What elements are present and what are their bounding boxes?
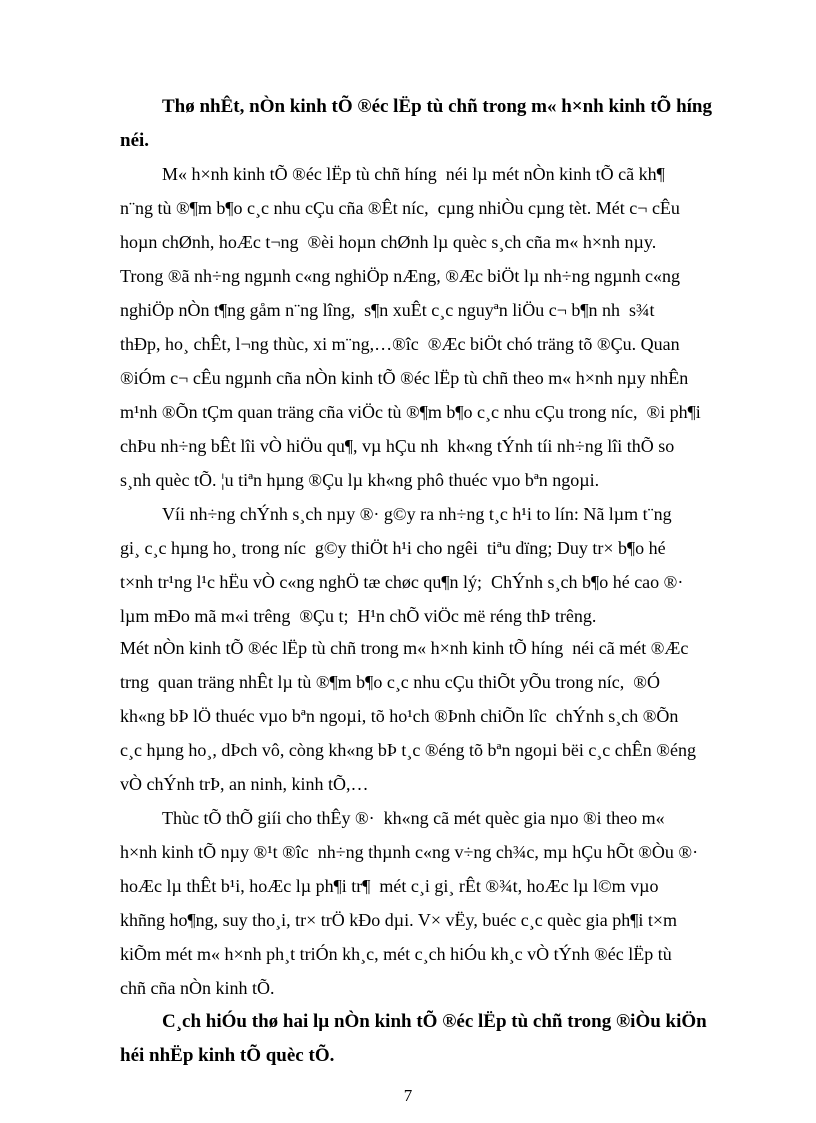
paragraph-line: Mét nÒn kinh tÕ ®éc lËp tù chñ trong m« h×nh kinh tÕ híng néi cã mét ®Æc [120, 638, 689, 658]
paragraph-line: t×nh tr¹ng l¹c hËu vÒ c«ng nghÖ tæ chøc qu¶n lý; ChÝnh s¸ch b¶o hé cao ®· [120, 572, 684, 592]
paragraph-line: kiÕm mét m« h×nh ph¸t triÓn kh¸c, mét c¸ch hiÓu kh¸c vÒ tÝnh ®éc lËp tù [120, 944, 672, 964]
paragraph-line: M« h×nh kinh tÕ ®éc lËp tù chñ híng néi lµ mét nÒn kinh tÕ cã kh¶ [162, 164, 665, 184]
paragraph-line: vÒ chÝnh trÞ, an ninh, kinh tÕ,… [120, 774, 369, 794]
page-number: 7 [403, 1086, 413, 1105]
paragraph-line: kh«ng bÞ lÖ thuéc vµo bªn ngoµi, tõ ho¹ch ®Þnh chiÕn lîc chÝnh s¸ch ®Õn [120, 706, 679, 726]
paragraph-line: h×nh kinh tÕ nµy ®¹t ®îc nh÷ng thµnh c«ng v÷ng ch¾c, mµ hÇu hÕt ®Òu ®· [120, 842, 699, 862]
paragraph-line: ®iÓm c¬ cÊu ngµnh cña nÒn kinh tÕ ®éc lËp tù chñ theo m« h×nh nµy nhÊn [120, 368, 689, 388]
paragraph-line: s¸nh quèc tÕ. ¦u tiªn hµng ®Çu lµ kh«ng phô thuéc vµo bªn ngoµi. [120, 470, 600, 490]
paragraph-line: thÐp, ho¸ chÊt, l¬ng thùc, xi m¨ng,…®îc ®Æc biÖt chó träng tõ ®Çu. Quan [120, 334, 680, 354]
paragraph-line: gi¸ c¸c hµng ho¸ trong níc g©y thiÖt h¹i cho ngêi tiªu dïng; Duy tr× b¶o hé [120, 538, 666, 558]
heading-line-3: C¸ch hiÓu thø hai lµ nÒn kinh tÕ ®éc lËp tù chñ trong ®iÒu kiÖn [162, 1011, 707, 1032]
paragraph-line: hoÆc lµ thÊt b¹i, hoÆc lµ ph¶i tr¶ mét c¸i gi¸ rÊt ®¾t, hoÆc lµ l©m vµo [120, 876, 659, 896]
paragraph-line: lµm mÐo mã m«i trêng ®Çu t; H¹n chÕ viÖc më réng thÞ trêng. [120, 606, 597, 626]
paragraph-line: nghiÖp nÒn t¶ng gåm n¨ng lîng, s¶n xuÊt c¸c nguyªn liÖu c¬ b¶n nh s¾t [120, 300, 655, 320]
heading-line-2: néi. [120, 130, 150, 151]
paragraph-line: c¸c hµng ho¸, dÞch vô, còng kh«ng bÞ t¸c ®éng tõ bªn ngoµi bëi c¸c chÊn ®éng [120, 740, 696, 760]
paragraph-line: Trong ®ã nh÷ng ngµnh c«ng nghiÖp nÆng, ®Æc biÖt lµ nh÷ng ngµnh c«ng [120, 266, 681, 286]
paragraph-line: m¹nh ®Õn tÇm quan träng cña viÖc tù ®¶m b¶o c¸c nhu cÇu trong níc, ®i ph¶i [120, 402, 701, 422]
paragraph-line: Víi nh÷ng chÝnh s¸ch nµy ®· g©y ra nh÷ng t¸c h¹i to lín: Nã lµm t¨ng [162, 504, 672, 524]
paragraph-line: Thùc tÕ thÕ giíi cho thÊy ®· kh«ng cã mét quèc gia nµo ®i theo m« [162, 808, 665, 828]
paragraph-line: chÞu nh÷ng bÊt lîi vÒ hiÖu qu¶, vµ hÇu nh kh«ng tÝnh tíi nh÷ng lîi thÕ so [120, 436, 675, 456]
heading-line-1: Thø nhÊt, nÒn kinh tÕ ®éc lËp tù chñ trong m« h×nh kinh tÕ híng [162, 96, 712, 117]
paragraph-line: hoµn chØnh, hoÆc t¬ng ®èi hoµn chØnh lµ quèc s¸ch cña m« h×nh nµy. [120, 232, 657, 252]
paragraph-line: chñ cña nÒn kinh tÕ. [120, 978, 275, 998]
paragraph-line: trng quan träng nhÊt lµ tù ®¶m b¶o c¸c nhu cÇu thiÕt yÕu trong níc, ®Ó [120, 672, 660, 692]
paragraph-line: n¨ng tù ®¶m b¶o c¸c nhu cÇu cña ®Êt níc, cµng nhiÒu cµng tèt. Mét c¬ cÊu [120, 198, 680, 218]
paragraph-line: khñng ho¶ng, suy tho¸i, tr× trÖ kÐo dµi. V× vËy, buéc c¸c quèc gia ph¶i t×m [120, 910, 678, 930]
heading-line-4: héi nhËp kinh tÕ quèc tÕ. [120, 1045, 335, 1066]
